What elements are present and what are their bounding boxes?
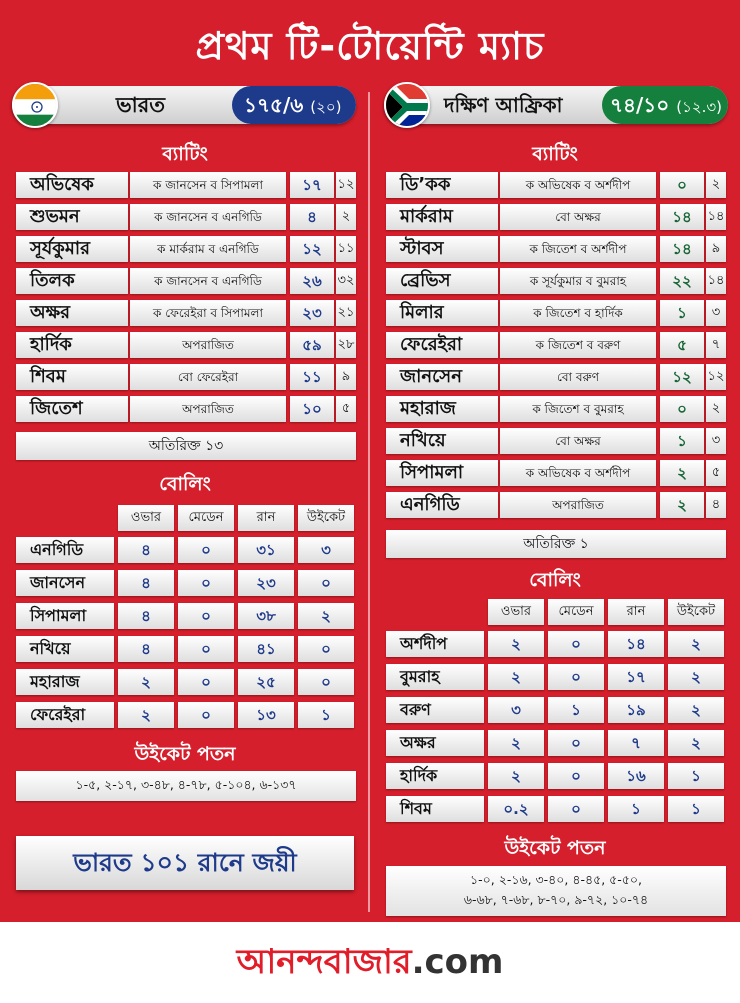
bowling-overs: ৪ bbox=[118, 537, 174, 563]
batter-name: মার্করাম bbox=[386, 204, 498, 230]
balls: ১২ bbox=[336, 172, 356, 198]
runs: ১২ bbox=[660, 364, 704, 390]
dismissal: অপরাজিত bbox=[500, 492, 656, 518]
dismissal: বো অক্ষর bbox=[500, 204, 656, 230]
batting-row bbox=[16, 268, 356, 294]
bowler-name: নখিয়ে bbox=[16, 636, 114, 662]
balls: ১৪ bbox=[706, 268, 726, 294]
bowling-maidens: ০ bbox=[178, 570, 234, 596]
dismissal: ক জানসেন ব সিপামলা bbox=[130, 172, 286, 198]
runs: ২৩ bbox=[290, 300, 334, 326]
dismissal: ক সূর্যকুমার ব বুমরাহ bbox=[500, 268, 656, 294]
bowling-overs: ২ bbox=[118, 702, 174, 728]
bowling-overs: ২ bbox=[488, 730, 544, 756]
balls: ১২ bbox=[706, 364, 726, 390]
india-score-badge bbox=[232, 86, 356, 124]
batter-name: মিলার bbox=[386, 300, 498, 326]
batter-name: শুভমন bbox=[16, 204, 128, 230]
runs: ০ bbox=[660, 172, 704, 198]
bowling-overs: ৪ bbox=[118, 603, 174, 629]
bowling-column-header: রান bbox=[608, 599, 664, 625]
runs: ১০ bbox=[290, 396, 334, 422]
bowling-maidens: ০ bbox=[548, 664, 604, 690]
bowling-column-header: রান bbox=[238, 505, 294, 531]
batter-name: এনগিডি bbox=[386, 492, 498, 518]
india-batting-label: ব্যাটিং bbox=[162, 143, 208, 165]
bowling-maidens: ০ bbox=[178, 702, 234, 728]
footer bbox=[0, 922, 740, 1003]
batter-name: সূর্যকুমার bbox=[16, 236, 128, 262]
batting-row bbox=[16, 204, 356, 230]
bowling-runs: ১ bbox=[608, 796, 664, 822]
bowling-overs: ২ bbox=[488, 664, 544, 690]
bowling-maidens: ০ bbox=[548, 730, 604, 756]
batting-row bbox=[386, 460, 726, 486]
balls: ৩২ bbox=[336, 268, 356, 294]
site-logo[interactable] bbox=[0, 922, 740, 1003]
batter-name: মহারাজ bbox=[386, 396, 498, 422]
bowling-header-row bbox=[16, 505, 356, 531]
runs: ০ bbox=[660, 396, 704, 422]
sa-score-badge bbox=[602, 86, 728, 124]
sa-fow-line-1: ১-০, ২-১৬, ৩-৪০, ৪-৪৫, ৫-৫০, bbox=[470, 872, 642, 887]
bowling-wickets: ২ bbox=[668, 631, 724, 657]
batting-row bbox=[16, 300, 356, 326]
dismissal: ক অভিষেক ব অর্শদীপ bbox=[500, 460, 656, 486]
sa-batting-label: ব্যাটিং bbox=[532, 143, 578, 165]
column-divider bbox=[368, 92, 370, 912]
bowling-maidens: ০ bbox=[548, 631, 604, 657]
runs: ১১ bbox=[290, 364, 334, 390]
batting-row bbox=[16, 396, 356, 422]
balls: ২ bbox=[336, 204, 356, 230]
bowling-wickets: ২ bbox=[668, 730, 724, 756]
bowling-overs: ২ bbox=[488, 631, 544, 657]
bowling-wickets: ০ bbox=[298, 570, 354, 596]
runs: ৫৯ bbox=[290, 332, 334, 358]
india-overs: (২০) bbox=[310, 98, 342, 116]
sa-fow-label: উইকেট পতন bbox=[504, 837, 606, 859]
bowler-name: মহারাজ bbox=[16, 669, 114, 695]
runs: ২ bbox=[660, 492, 704, 518]
balls: ৯ bbox=[706, 236, 726, 262]
bowling-wickets: ৩ bbox=[298, 537, 354, 563]
balls: ১১ bbox=[336, 236, 356, 262]
runs: ৪ bbox=[290, 204, 334, 230]
dismissal: বো ফেরেইরা bbox=[130, 364, 286, 390]
batting-row bbox=[16, 236, 356, 262]
batter-name: জানসেন bbox=[386, 364, 498, 390]
bowling-column-header: ওভার bbox=[488, 599, 544, 625]
batting-row bbox=[16, 172, 356, 198]
dismissal: ক জানসেন ব এনগিডি bbox=[130, 268, 286, 294]
batting-row bbox=[386, 428, 726, 454]
bowling-row bbox=[386, 631, 726, 657]
batter-name: হার্দিক bbox=[16, 332, 128, 358]
dismissal: ক জানসেন ব এনগিডি bbox=[130, 204, 286, 230]
bowling-wickets: ০ bbox=[298, 636, 354, 662]
balls: ৫ bbox=[336, 396, 356, 422]
batting-row bbox=[386, 396, 726, 422]
sa-bowling-label: বোলিং bbox=[529, 569, 581, 591]
dismissal: ক জিতেশ ব বুমরাহ bbox=[500, 396, 656, 422]
bowler-name: সিপামলা bbox=[16, 603, 114, 629]
batter-name: ডি’কক bbox=[386, 172, 498, 198]
batting-row bbox=[386, 492, 726, 518]
balls: ৩ bbox=[706, 300, 726, 326]
bowler-name: বুমরাহ bbox=[386, 664, 484, 690]
bowling-column-header: উইকেট bbox=[668, 599, 724, 625]
batter-name: ব্রেভিস bbox=[386, 268, 498, 294]
bowling-runs: ৭ bbox=[608, 730, 664, 756]
bowler-name: অর্শদীপ bbox=[386, 631, 484, 657]
india-team-name: ভারত bbox=[116, 93, 166, 117]
balls: ৪ bbox=[706, 492, 726, 518]
logo-bengali-text: আনন্দবাজার bbox=[236, 942, 412, 982]
dismissal: ক জিতেশ ব অর্শদীপ bbox=[500, 236, 656, 262]
batter-name: স্টাবস bbox=[386, 236, 498, 262]
dismissal: ক ফেরেইরা ব সিপামলা bbox=[130, 300, 286, 326]
runs: ২ bbox=[660, 460, 704, 486]
bowling-column-header: উইকেট bbox=[298, 505, 354, 531]
south-africa-flag-icon bbox=[384, 82, 430, 128]
batter-name: সিপামলা bbox=[386, 460, 498, 486]
bowling-runs: ১৯ bbox=[608, 697, 664, 723]
bowling-overs: ২ bbox=[118, 669, 174, 695]
sa-overs: (১২.৩) bbox=[676, 98, 722, 116]
balls: ২ bbox=[706, 172, 726, 198]
bowler-name: হার্দিক bbox=[386, 763, 484, 789]
dismissal: ক অভিষেক ব অর্শদীপ bbox=[500, 172, 656, 198]
india-bowling-label: বোলিং bbox=[159, 473, 211, 495]
batting-row bbox=[386, 332, 726, 358]
dismissal: ক জিতেশ ব হার্দিক bbox=[500, 300, 656, 326]
batter-name: ফেরেইরা bbox=[386, 332, 498, 358]
runs: ৫ bbox=[660, 332, 704, 358]
dismissal: ক জিতেশ ব বরুণ bbox=[500, 332, 656, 358]
dismissal: অপরাজিত bbox=[130, 332, 286, 358]
batting-row bbox=[386, 204, 726, 230]
bowler-name: বরুণ bbox=[386, 697, 484, 723]
bowling-runs: ২৫ bbox=[238, 669, 294, 695]
runs: ১৪ bbox=[660, 236, 704, 262]
batting-row bbox=[386, 364, 726, 390]
runs: ১২ bbox=[290, 236, 334, 262]
dismissal: বো অক্ষর bbox=[500, 428, 656, 454]
sa-extras: অতিরিক্ত ১ bbox=[386, 530, 726, 558]
bowling-maidens: ০ bbox=[178, 537, 234, 563]
balls: ২৮ bbox=[336, 332, 356, 358]
dismissal: ক মার্করাম ব এনগিডি bbox=[130, 236, 286, 262]
sa-batting-table bbox=[386, 172, 726, 524]
batting-row bbox=[386, 300, 726, 326]
sa-team-header bbox=[384, 86, 728, 124]
bowling-runs: ১৭ bbox=[608, 664, 664, 690]
runs: ১ bbox=[660, 428, 704, 454]
bowling-row bbox=[386, 796, 726, 822]
bowling-overs: ৪ bbox=[118, 570, 174, 596]
match-result: ভারত ১০১ রানে জয়ী bbox=[16, 836, 354, 890]
runs: ১৭ bbox=[290, 172, 334, 198]
bowling-wickets: ২ bbox=[668, 664, 724, 690]
page-title: প্রথম টি-টোয়েন্টি ম্যাচ bbox=[195, 24, 545, 68]
bowling-row bbox=[16, 669, 356, 695]
balls: ৯ bbox=[336, 364, 356, 390]
bowling-maidens: ০ bbox=[178, 603, 234, 629]
bowling-row bbox=[16, 702, 356, 728]
bowling-wickets: ২ bbox=[668, 697, 724, 723]
bowling-wickets: ১ bbox=[668, 763, 724, 789]
bowling-runs: ৩১ bbox=[238, 537, 294, 563]
batter-name: জিতেশ bbox=[16, 396, 128, 422]
balls: ৭ bbox=[706, 332, 726, 358]
bowling-runs: ১৬ bbox=[608, 763, 664, 789]
batter-name: শিবম bbox=[16, 364, 128, 390]
batter-name: নখিয়ে bbox=[386, 428, 498, 454]
batting-row bbox=[386, 172, 726, 198]
runs: ২২ bbox=[660, 268, 704, 294]
bowling-overs: ৩ bbox=[488, 697, 544, 723]
india-score: ১৭৫/৬ bbox=[244, 93, 304, 117]
bowling-wickets: ১ bbox=[298, 702, 354, 728]
bowling-maidens: ০ bbox=[178, 636, 234, 662]
balls: ১৪ bbox=[706, 204, 726, 230]
bowling-wickets: ১ bbox=[668, 796, 724, 822]
india-team-header bbox=[12, 86, 356, 124]
bowling-runs: ১৪ bbox=[608, 631, 664, 657]
india-extras: অতিরিক্ত ১৩ bbox=[16, 432, 356, 460]
india-fow-label: উইকেট পতন bbox=[134, 743, 236, 765]
bowling-maidens: ০ bbox=[178, 669, 234, 695]
bowler-name: জানসেন bbox=[16, 570, 114, 596]
bowling-maidens: ০ bbox=[548, 796, 604, 822]
india-fow: ১-৫, ২-১৭, ৩-৪৮, ৪-৭৮, ৫-১০৪, ৬-১৩৭ bbox=[16, 771, 356, 801]
balls: ৩ bbox=[706, 428, 726, 454]
batter-name: অভিষেক bbox=[16, 172, 128, 198]
bowling-row bbox=[386, 664, 726, 690]
runs: ১৪ bbox=[660, 204, 704, 230]
bowler-name: ফেরেইরা bbox=[16, 702, 114, 728]
bowler-name: এনগিডি bbox=[16, 537, 114, 563]
batting-row bbox=[386, 236, 726, 262]
balls: ৫ bbox=[706, 460, 726, 486]
bowling-header-row bbox=[386, 599, 726, 625]
bowling-row bbox=[386, 730, 726, 756]
batting-row bbox=[16, 332, 356, 358]
bowler-name: অক্ষর bbox=[386, 730, 484, 756]
runs: ২৬ bbox=[290, 268, 334, 294]
sa-fow bbox=[386, 866, 726, 916]
sa-team-name: দক্ষিণ আফ্রিকা bbox=[444, 93, 563, 117]
bowling-column-header: ওভার bbox=[118, 505, 174, 531]
bowling-wickets: ০ bbox=[298, 669, 354, 695]
sa-score: ৭৪/১০ bbox=[610, 93, 670, 117]
bowling-row bbox=[386, 697, 726, 723]
bowling-row bbox=[386, 763, 726, 789]
sa-fow-line-2: ৬-৬৮, ৭-৬৮, ৮-৭০, ৯-৭২, ১০-৭৪ bbox=[463, 892, 649, 907]
bowling-overs: ৪ bbox=[118, 636, 174, 662]
india-bowling-table bbox=[16, 505, 356, 735]
bowling-runs: ১৩ bbox=[238, 702, 294, 728]
bowling-overs: ২ bbox=[488, 763, 544, 789]
bowling-row bbox=[16, 603, 356, 629]
bowling-row bbox=[16, 636, 356, 662]
bowling-overs: ০.২ bbox=[488, 796, 544, 822]
bowling-column-header: মেডেন bbox=[178, 505, 234, 531]
bowler-name: শিবম bbox=[386, 796, 484, 822]
bowling-maidens: ০ bbox=[548, 763, 604, 789]
batting-row bbox=[386, 268, 726, 294]
sa-bowling-table bbox=[386, 599, 726, 829]
india-flag-icon bbox=[12, 82, 58, 128]
dismissal: বো বরুণ bbox=[500, 364, 656, 390]
batting-row bbox=[16, 364, 356, 390]
balls: ২১ bbox=[336, 300, 356, 326]
dismissal: অপরাজিত bbox=[130, 396, 286, 422]
logo-suffix: .com bbox=[411, 942, 504, 982]
bowling-maidens: ১ bbox=[548, 697, 604, 723]
bowling-column-header: মেডেন bbox=[548, 599, 604, 625]
bowling-runs: ২৩ bbox=[238, 570, 294, 596]
bowling-runs: ৩৮ bbox=[238, 603, 294, 629]
bowling-runs: ৪১ bbox=[238, 636, 294, 662]
india-batting-table bbox=[16, 172, 356, 428]
bowling-row bbox=[16, 570, 356, 596]
runs: ১ bbox=[660, 300, 704, 326]
bowling-row bbox=[16, 537, 356, 563]
balls: ২ bbox=[706, 396, 726, 422]
batter-name: তিলক bbox=[16, 268, 128, 294]
batter-name: অক্ষর bbox=[16, 300, 128, 326]
bowling-wickets: ২ bbox=[298, 603, 354, 629]
